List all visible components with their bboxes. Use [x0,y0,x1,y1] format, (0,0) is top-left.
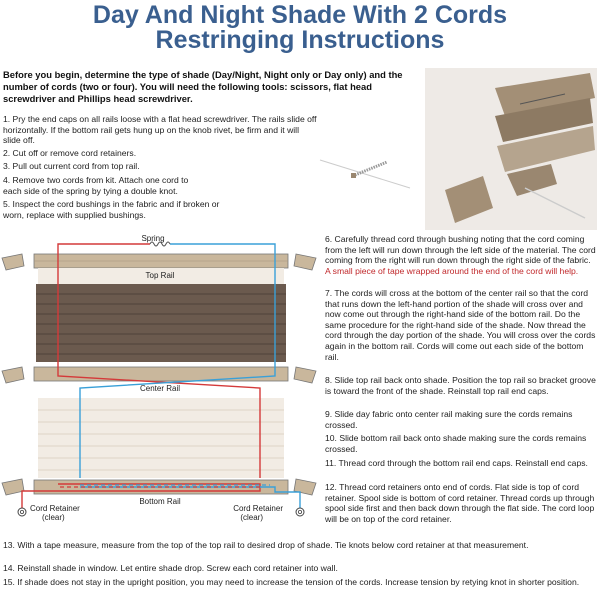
page-subtitle: Restringing Instructions [155,26,445,54]
intro-text: Before you begin, determine the type of shade (Day/Night, Night only or Day only) and the number of cords (two or four). You will need the following tools: scissors, flat head screwdriver and Phillips head screwdriver. [3,69,403,104]
step-6-tip: A small piece of tape wrapped around the end of the cord will help. [325,265,579,276]
center-rail [34,367,288,381]
step-10: 10. Slide bottom rail back onto shade making sure the cords remains crossed. [325,433,587,454]
cord-retainer-right-icon [296,508,304,516]
step-1: 1. Pry the end caps on all rails loose with a flat head screwdriver. The rails slide off horizontally. If the bottom rail gets hung up on the knob rivet, be firm and it will slide off. [3,114,317,146]
step-14: 14. Reinstall shade in window. Let entire shade drop. Screw each cord retainer into wall. [3,563,338,573]
step-4: 4. Remove two cords from kit. Attach one cord to each side of the spring by tying a double knot. [3,175,189,196]
page-title: Day And Night Shade With 2 Cords [92,1,508,29]
bottom-rail-label: Bottom Rail [139,497,181,506]
cord-retainer-left-note: (clear) [42,513,65,522]
cord-retainer-left-icon [18,508,26,516]
spring-label: Spring [141,234,165,243]
cord-retainer-right-note: (clear) [240,513,263,522]
cord-retainer-right-title: Cord Retainer [233,504,283,513]
step-6 [325,234,597,276]
step-5: 5. Inspect the cord bushings in the fabric and if broken or worn, replace with supplied bushings. [3,199,220,220]
center-rail-label: Center Rail [139,384,180,393]
step-3: 3. Pull out current cord from top rail. [3,161,140,171]
rail-end-cap-photo [425,68,597,230]
step-9: 9. Slide day fabric onto center rail making sure the cords remains crossed. [325,409,573,430]
step-11: 11. Thread cord through the bottom rail end caps. Reinstall end caps. [325,458,588,468]
cord-retainer-left-title: Cord Retainer [30,504,80,513]
top-rail-label: Top Rail [145,271,175,280]
cord-retainer-left-label [30,504,110,522]
day-fabric [38,398,284,478]
spring-photo [315,140,415,208]
right-bracket-icon [294,254,316,495]
night-fabric [36,284,286,362]
step-7: 7. The cords will cross at the bottom of the center rail so that the cord that runs down the left-hand portion of the shade will cross over and now come out through the right-hand side of the bottom rail. Do the same procedure for the right-hand side of the shade. Now thread the cord through the day portion of the shade. You will cross over the cords again in the bottom rail. Cords will come out each side of the bottom rail. [325,288,596,362]
step-15: 15. If shade does not stay in the upright position, you may need to increase the tension of the cords. Increase tension by retying knot in shorter position. [3,577,580,587]
cord-retainer-right-label [203,504,283,522]
step-12: 12. Thread cord retainers onto end of cords. Flat side is top of cord retainer. Spool side is bottom of cord retainer. Thread cords up through spool side first and then back down through the flat side. The cord loop will be on top of the cord retainer. [325,482,595,524]
step-6-text: 6. Carefully thread cord through bushing noting that the cord coming from the left will run down through the left side of the material. The cord coming from the right will run down through the right side of the fabric. [325,234,596,266]
step-2: 2. Cut off or remove cord retainers. [3,148,137,158]
step-13: 13. With a tape measure, measure from the top of the top rail to desired drop of shade. Tie knots below cord retainer at that measurement. [3,540,529,550]
left-bracket-icon [2,254,24,495]
step-8: 8. Slide top rail back onto shade. Position the top rail so bracket groove is toward the front of the shade. Reinstall top rail end caps. [325,375,596,396]
